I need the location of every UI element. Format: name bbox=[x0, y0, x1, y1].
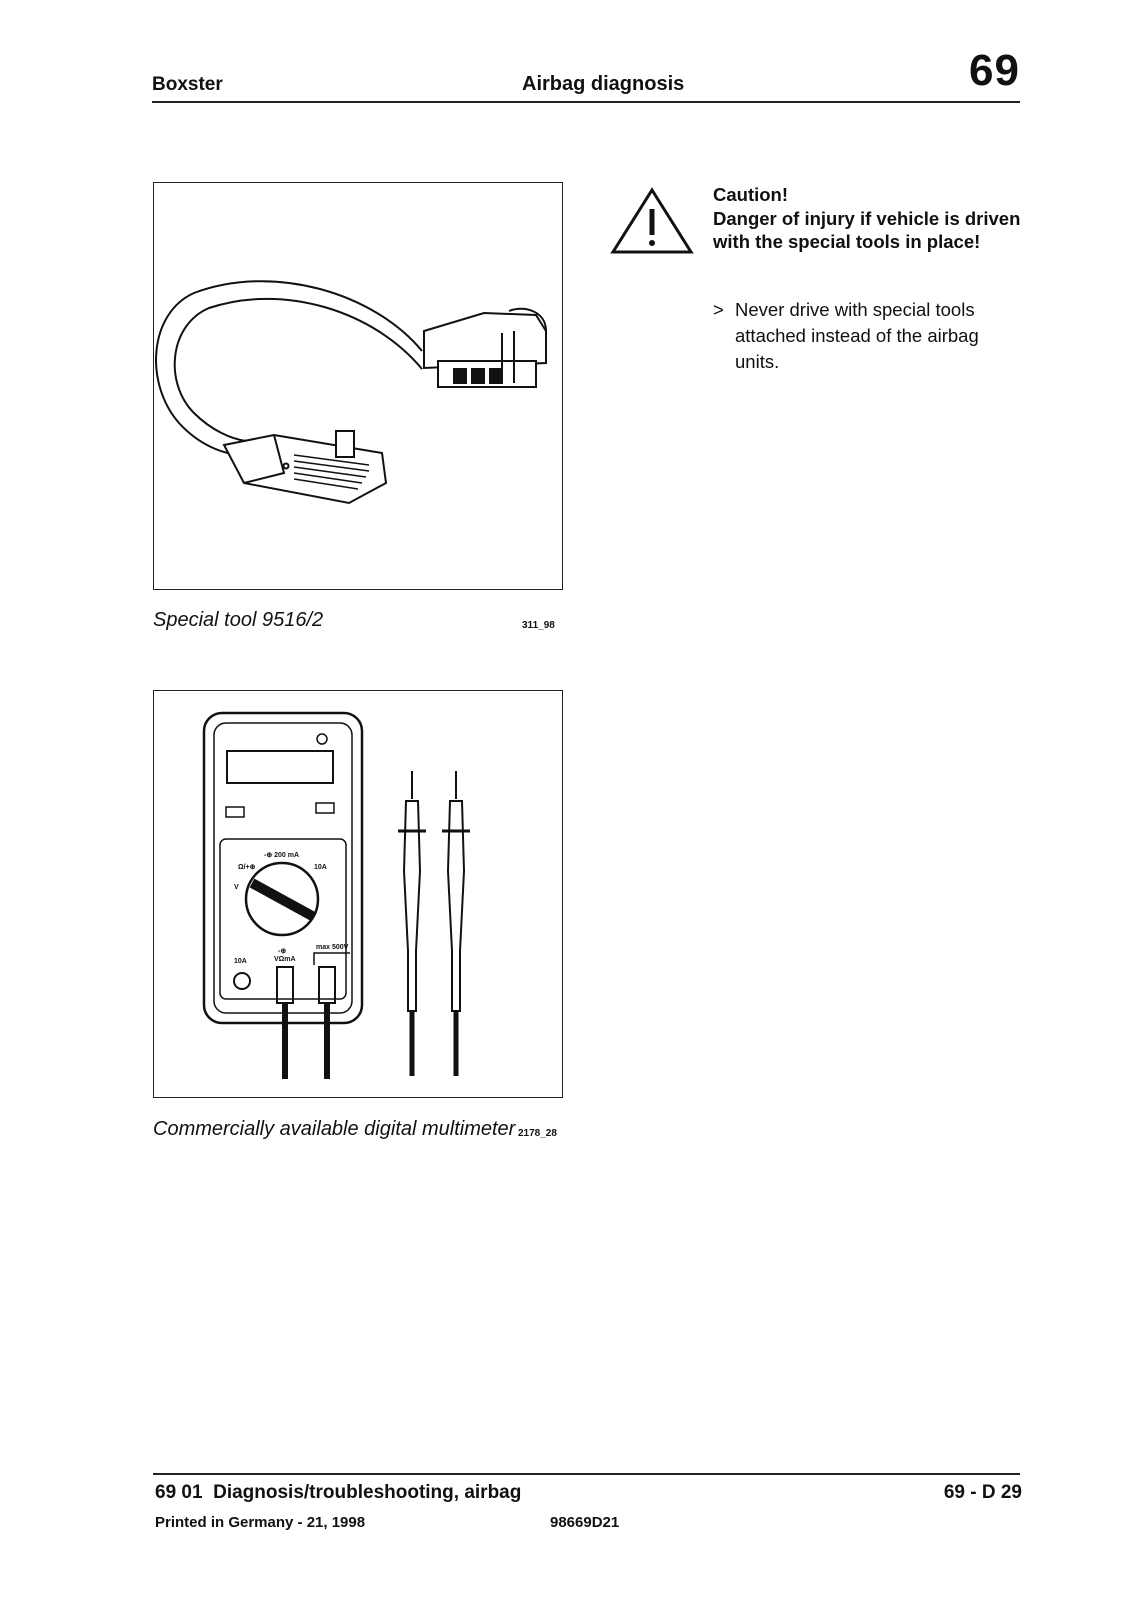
figure-id-special-tool: 311_98 bbox=[522, 620, 555, 631]
caution-instruction-text: Never drive with special tools attached instead of the airbag units. bbox=[735, 299, 979, 372]
footer-printed: Printed in Germany - 21, 1998 bbox=[155, 1514, 366, 1531]
header-model: Boxster bbox=[152, 74, 223, 95]
meter-port-10a: 10A bbox=[234, 958, 247, 965]
meter-port-com: -⊕ bbox=[278, 948, 287, 955]
header-rule bbox=[152, 101, 1020, 103]
meter-label-10a-range: 10A bbox=[314, 864, 327, 871]
caution-text: Danger of injury if vehicle is driven with the special tools in place! bbox=[713, 207, 1021, 252]
meter-port-vohm: VΩmA bbox=[274, 956, 296, 963]
meter-label-v: V bbox=[234, 884, 239, 891]
footer-rule bbox=[153, 1473, 1020, 1475]
figure-id-multimeter: 2178_28 bbox=[518, 1128, 557, 1139]
special-tool-illustration bbox=[154, 183, 562, 589]
meter-label-200ma: -⊕ 200 mA bbox=[264, 852, 300, 859]
figure-caption-special-tool: Special tool 9516/2 bbox=[153, 609, 324, 631]
footer-doc-code: 98669D21 bbox=[550, 1514, 620, 1531]
warning-triangle-icon bbox=[610, 187, 694, 255]
footer-page-number: 69 - D 29 bbox=[943, 1482, 1022, 1503]
meter-label-max: max 500V bbox=[316, 944, 349, 951]
figure-multimeter bbox=[153, 690, 563, 1098]
header-title: Airbag diagnosis bbox=[522, 73, 685, 95]
footer-section-title: 69 01 Diagnosis/troubleshooting, airbag bbox=[155, 1482, 522, 1503]
caution-heading: Caution! bbox=[713, 184, 789, 205]
figure-special-tool bbox=[153, 182, 563, 590]
header-group-number: 69 bbox=[969, 46, 1020, 95]
figure-caption-multimeter: Commercially available digital multimeter bbox=[153, 1118, 516, 1140]
multimeter-illustration bbox=[154, 691, 562, 1097]
bullet-mark: > bbox=[713, 299, 724, 320]
meter-label-ohm: Ω/+⊕ bbox=[238, 864, 256, 871]
caution-block bbox=[713, 183, 1023, 254]
caution-instruction bbox=[713, 297, 1013, 375]
